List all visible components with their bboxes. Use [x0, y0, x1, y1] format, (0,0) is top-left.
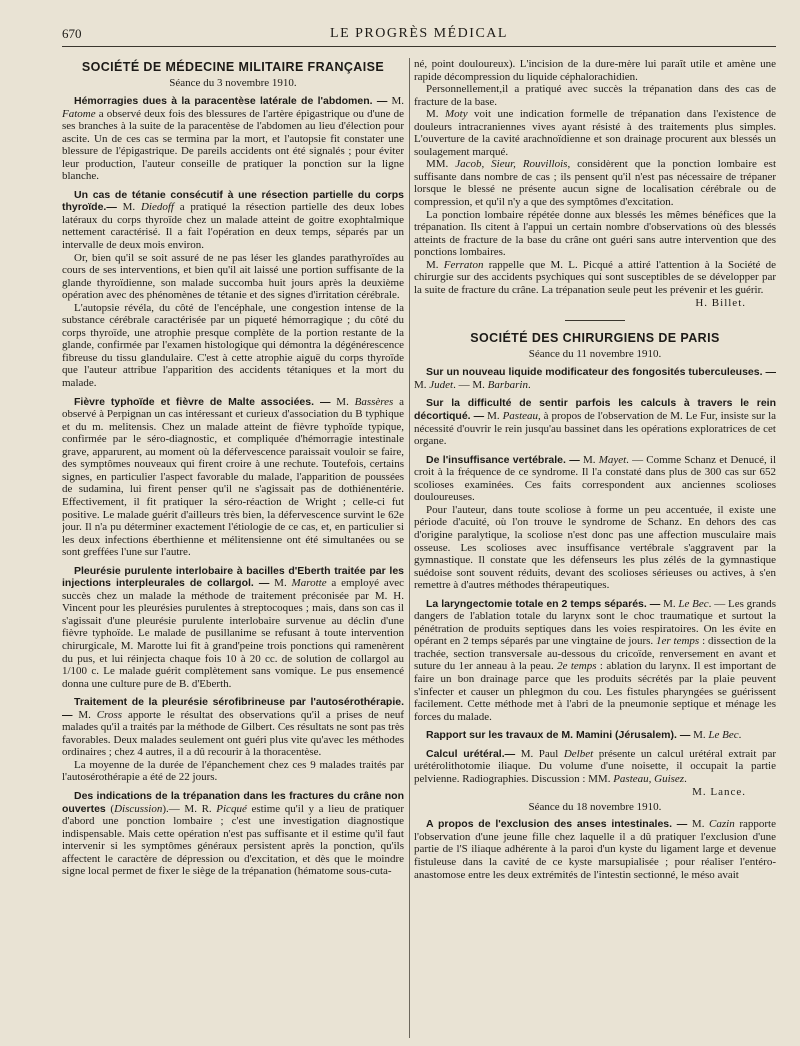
author-name: Judet — [429, 378, 454, 391]
paragraph-continued: né, point douloureux). L'incision de la dure-mère lui paraît utile et amène une rapide décompression du liquide céphalorachidien. — [414, 58, 776, 83]
author-name: Diedoff — [140, 201, 174, 214]
author-name: Ferraton — [443, 258, 484, 271]
author-name: Moty — [444, 108, 468, 121]
article-lead: Un cas de tétanie consécutif à une résection partielle du corps thyroïde.— — [62, 188, 404, 214]
author-name: Pasteau, Guisez — [613, 772, 685, 785]
article-fievre-typhoide: Fièvre typhoïde et fièvre de Malte associées. — M. Bassères a observé à Perpignan un cas intéressant et curieux d'association du B typhique et du m. melitensis. Chez un malade atteint de fièvre typhoïde typique, confirmée par le séro-diagnostic, et compliquée d'hémorragie intestinale grave, apparurent, au moment où la défervescence paraissait vouloir se faire, des symptômes nouveaux qui firent croire à une rechute. Toutefois, certains signes, en particulier l'aspect favorable du malade, l'apparition de poussées de sudamina, lui firent penser qu'il ne s'agissait pas de dothiénentérie. Effectivement, il fit pratiquer la séro-réaction de Wright ; celle-ci fut positive. Le malade guérit d'ailleurs très bien, la défervescence survint le 62e jour. Il n'a pu déterminer exactement l'étiologie de ce cas, et, en particulier si les deux infections éberthienne et mélitensienne ont été simultanées ou se sont greffées l'une sur l'autre. — [62, 395, 404, 559]
author-name: Marotte — [291, 577, 327, 590]
article-calculs-rein: Sur la difficulté de sentir parfois les calculs à travers le rein décortiqué. — M. Pasteau, à propos de l'observation de M. Le Fur, insiste sur la nécessité d'ouvrir le rein jusqu'au bassinet dans les opérations exploratrices de cet organe. — [414, 397, 776, 448]
author-name: Pasteau — [502, 410, 539, 423]
article-liquide-modificateur: Sur un nouveau liquide modificateur des fongosités tuberculeuses. — M. Judet. — M. Barbarin. — [414, 366, 776, 391]
article-trepanation: Des indications de la trépanation dans les fractures du crâne non ouvertes (Discussion).— M. R. Picqué estime qu'il y a lieu de pratiquer d'abord une ponction lombaire ; c'est une investigation diagnostique indispensable. Mais cette opération n'est pas suffisante et il estime qu'il faut intervenir si les symptômes généraux persistent après la ponction, qu'ils affectent le caractère de dépression ou d'excitation, et dès que le moindre signe local permet de fixer le siège de la trépanation (hématome sous-cuta- — [62, 789, 404, 878]
paragraph: La ponction lombaire répétée donne aux blessés les mêmes bénéfices que la trépanation. Ils citent à l'appui un certain nombre d'observations où des blessés atteints de fracture de la base du crâne ont guéri sans autre intervention que des ponctions lombaires. — [414, 208, 776, 259]
article-lead: La laryngectomie totale en 2 temps séparés. — — [426, 597, 661, 610]
page-number: 670 — [62, 26, 82, 41]
author-name: Picqué — [216, 802, 247, 815]
article-tetanie: Un cas de tétanie consécutif à une résection partielle du corps thyroïde.— M. Diedoff a pratiqué la résection partielle des deux lobes latéraux du corps thyroïde chez un malade atteint de goitre exophtalmique nettement caractérisé. Il a fait l'opération en deux temps, séparés par un intervalle de deux mois environ. — [62, 188, 404, 252]
author-name: Cross — [96, 708, 123, 721]
article-exclusion-anses: A propos de l'exclusion des anses intestinales. — M. Cazin rapporte l'observation d'une jeune fille chez laquelle il a dû pratiquer l'exclusion d'une partie de l'S iliaque adhérente à la paroi d'un kyste du ligament large et devenue fistuleuse dans la cavité de ce kyste marsupialisée ; pour réaliser l'entéro-anastomose entre les deux extrémités de l'intestin sectionné, le méso avait — [414, 818, 776, 881]
author-name: Le Bec — [678, 597, 709, 610]
paragraph: La moyenne de la durée de l'épanchement chez ces 9 malades traités par l'autosérothérapie a été de 22 jours. — [62, 758, 404, 784]
author-name: Jacob, Sieur, Rouvillois — [455, 158, 568, 171]
article-lead: Sur un nouveau liquide modificateur des fongosités tuberculeuses. — — [426, 366, 776, 379]
author-name: Delbet — [563, 747, 594, 760]
left-column — [62, 58, 404, 1038]
discussion-label: Discussion — [114, 802, 163, 815]
author-name: Mayet — [598, 453, 627, 466]
seance-date: Séance du 11 novembre 1910. — [528, 348, 662, 361]
signature-lance: M. Lance. — [692, 786, 746, 799]
paragraph: Pour l'auteur, dans toute scoliose à forme un peu accentuée, il existe une période d'acuité, où l'on trouve le syndrome de Schanz. En dehors des cas d'origine paralytique, la scoliose n'est donc pas une affection musculaire mais osseuse. Les scolioses avec insuffisance vertébrale s'aggravent par la gymnastique. Il constate que les défenseurs les plus zélés de la gymnastique suédoise sont souvent réduits, devant des scolioses sérieuses ou actives, à s'en remettre à d'autres méthodes thérapeutiques. — [414, 503, 776, 592]
article-autoserotherapie: Traitement de la pleurésie sérofibrineuse par l'autosérothérapie. — M. Cross apporte le résultat des observations qu'il a prises de neuf malades qu'il a traités par la méthode de Gilbert. Ces résultats ne sont pas très favorables. Deux malades seulement ont guéri plus vite qu'avec les méthodes ordinaires ; chez 4 autres, il a dû recourir à la thoracentèse. — [62, 696, 404, 759]
journal-title: LE PROGRÈS MÉDICAL — [330, 26, 508, 41]
author-name: Fatome — [62, 107, 96, 120]
author-name: Bassères — [354, 395, 394, 408]
article-lead: Pleurésie purulente interlobaire à bacilles d'Eberth traitée par les injections interpleurales de collargol. — — [62, 564, 404, 590]
article-laryngectomie: La laryngectomie totale en 2 temps séparés. — M. Le Bec. — Les grands dangers de l'ablation totale du larynx sont le choc traumatique et surtout la pénétration de produits septiques dans les voies respiratoires. On les évite en opérant en 2 temps séparés par une vingtaine de jours. 1er temps : dissection de la trachée, section transversale au-dessous du cricoïde, renversement en avant et suture du 1er anneau à la peau. 2e temps : ablation du larynx. Il est important de faire un bon drainage parce que les produits sécrétés par la plaie peuvent s'infecter et causer un phlegmon du cou. Les fistules pharyngées se guérissent facilement. Cette méthode met à l'abri de la pneumonie septique et ménage les forces du malade. — [414, 597, 776, 723]
article-lead: De l'insuffisance vertébrale. — — [426, 453, 580, 466]
paragraph: Personnellement,il a pratiqué avec succès la trépanation dans des cas de fracture de la base. — [414, 83, 776, 108]
paragraph: Or, bien qu'il se soit assuré de ne pas léser les glandes parathyroïdes au cours de ses interventions, et bien qu'il ait laissé une portion suffisante de la glande thyroïdienne, son malade succomba huit jours après la deuxième opération avec des phénomènes de tétanie et des signes d'irritation cérébrale. — [62, 251, 404, 302]
author-name: Le Bec — [708, 729, 739, 742]
article-lead: A propos de l'exclusion des anses intestinales. — — [426, 818, 688, 831]
article-hemorrhages: Hémorragies dues à la paracentèse latérale de l'abdomen. — M. Fatome a observé deux fois des blessures de l'artère épigastrique ou d'une de ses branches à la suite de la paracentèse de l'abdomen au lieu d'élection pour ascite. Un de ces cas se termina par la mort, et l'autopsie fit constater une blessure de l'épigastrique. De pareils accidents ont été signalés ; pour éviter leur production, l'auteur conseille de pratiquer la ponction sur la ligne blanche. — [62, 95, 404, 183]
article-lead: Sur la difficulté de sentir parfois les calculs à travers le rein décortiqué. — — [414, 397, 776, 423]
seance-date: Séance du 3 novembre 1910. — [169, 77, 297, 89]
article-rapport-mamini: Rapport sur les travaux de M. Mamini (Jérusalem). — M. Le Bec. — [426, 729, 742, 742]
society-heading-surgeons: SOCIÉTÉ DES CHIRURGIENS DE PARIS — [470, 331, 720, 346]
article-lead: Hémorragies dues à la paracentèse latérale de l'abdomen. — — [74, 95, 388, 107]
page-header — [62, 26, 776, 47]
author-name: Cazin — [709, 818, 735, 831]
column-divider — [409, 58, 410, 1038]
article-insuffisance-vertebrale: De l'insuffisance vertébrale. — M. Mayet. — Comme Schanz et Denucé, il croit à la fréquence de ce syndrome. Il l'a constaté dans plus de 300 cas sur 652 scolioses examinées. Ces faits correspondent aux anciennes scolioses douloureuses. — [414, 453, 776, 504]
text-columns — [62, 58, 776, 1038]
article-lead: Calcul urétéral.— — [426, 747, 516, 760]
article-calcul-ureteral: Calcul urétéral.— M. Paul Delbet présente un calcul urétéral extrait par urétérolithotomie iliaque. Du volume d'une noisette, il occupait la partie pelvienne. Radiographies. Discussion : MM. Pasteau, Guisez. — [414, 747, 776, 785]
paragraph-jacob: MM. Jacob, Sieur, Rouvillois, considèrent que la ponction lombaire est suffisante dans nombre de cas ; ils pensent qu'il n'est pas nécessaire de trépaner lorsque le blessé ne présente aucun signe de localisation cérébrale ou de compression, et qu'il n'y a que des symptômes d'excitation. — [414, 158, 776, 209]
society-heading-military: SOCIÉTÉ DE MÉDECINE MILITAIRE FRANÇAISE — [81, 60, 385, 74]
article-lead: Des indications de la trépanation dans les fractures du crâne non ouvertes — [62, 789, 404, 815]
article-lead: Rapport sur les travaux de M. Mamini (Jérusalem). — — [426, 729, 691, 742]
paragraph-ferraton: M. Ferraton rappelle que M. L. Picqué a attiré l'attention à la Société de chirurgie sur des accidents psychiques qui sont susceptibles de se développer par la suite de fracture du crâne. La trépanation seule peut les prévenir et les guérir. — [414, 258, 776, 296]
article-pleuresie-purulente: Pleurésie purulente interlobaire à bacilles d'Eberth traitée par les injections interpleurales de collargol. — M. Marotte a employé avec succès chez un malade la méthode de traitement préconisée par M. H. Vincent pour les pleurésies purulentes à streptocoques ; mais, dans son cas il s'agissait d'une pleurésie purulente interlobaire survenue au déclin d'une fièvre typhoïde. Le malade de pusillanime se refusant à toute intervention chirurgicale, M. Marotte lui fit à grand'peine trois ponctions qui ramenèrent du pus, et lui réinjecta chaque fois 10 à 20 cc. de solution de collargol au 1/100 c. Le malade guérit complètement sans vomique. Le pus ensemencé donna une culture pure de B. d'Eberth. — [62, 564, 404, 690]
seance-date: Séance du 18 novembre 1910. — [528, 801, 662, 814]
section-rule — [565, 320, 625, 321]
paragraph-moty: M. Moty voit une indication formelle de trépanation dans l'existence de douleurs intracraniennes vives ayant résisté à des traitements plus simples. L'ouverture de la cavité arachnoïdienne et son drainage procurent aux blessés un soulagement marqué. — [414, 108, 776, 158]
right-column — [414, 58, 776, 1038]
article-lead: Traitement de la pleurésie sérofibrineuse par l'autosérothérapie. — — [62, 696, 404, 721]
author-name: Barbarin — [487, 378, 528, 391]
signature-billet: H. Billet. — [695, 297, 746, 310]
article-lead: Fièvre typhoïde et fièvre de Malte associées. — — [74, 395, 331, 408]
paragraph: L'autopsie révéla, du côté de l'encéphale, une congestion intense de la substance cérébrale caractérisée par un piqueté hémorragique ; du côté du corps thyroïde, une atrophie presque complète de la portion restante de la glande, confirmée par l'examen histologique qui démontra la dégénérescence fibreuse du tissu glandulaire. C'est à cette atrophie aiguë du corps thyroïde que l'auteur attribue l'apparition des accidents tétaniques et la mort du malade. — [62, 301, 404, 390]
